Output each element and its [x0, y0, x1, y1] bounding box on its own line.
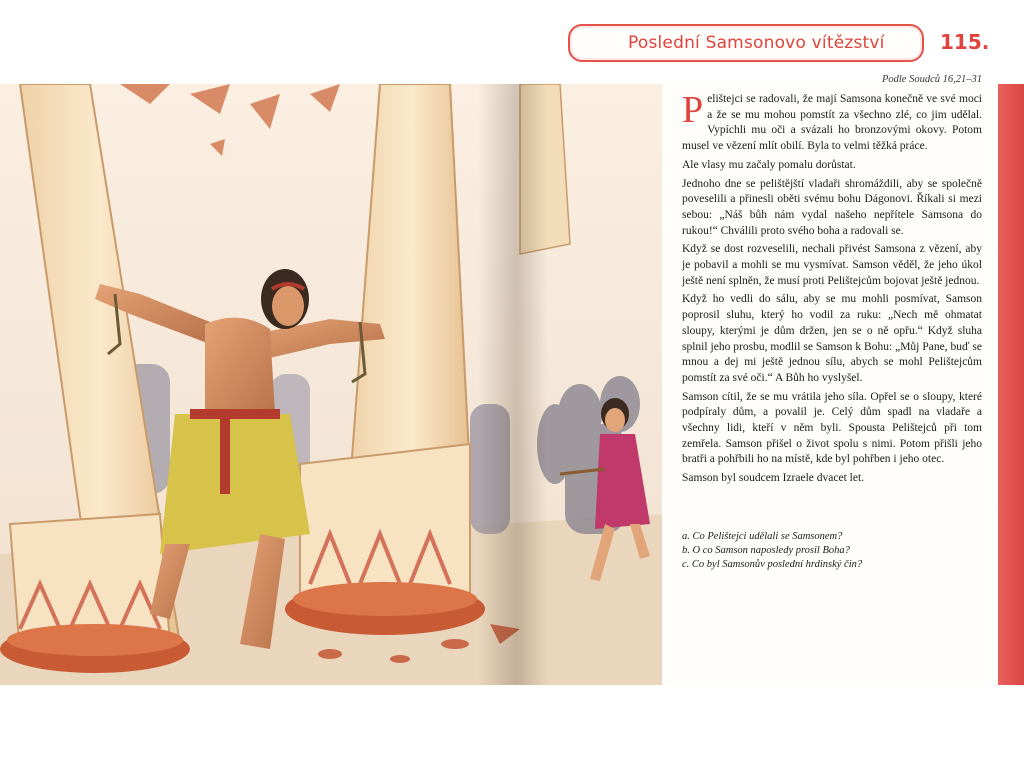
paragraph: Pelištejci se radovali, že mají Samsona konečně ve své moci a že se mu mohou pomstít za všechno zlé, co jim udělal. Vypíchli mu oči a svázali ho bronzovými okovy. Potom musel ve vězení mlít obilí. Byla to velmi těžká práce.	[682, 89, 982, 153]
story-title-banner	[568, 24, 924, 62]
samson-illustration	[0, 84, 662, 685]
paragraph: Když ho vedli do sálu, aby se mu mohli posmívat, Samson poprosil sluhu, který ho vodil za ruku: „Nech mě ohmatat sloupy, kterými je dům držen, jen se o ně opřu.“ Když sluha splnil jeho prosbu, modlil se Samson k Bohu: „Můj Pane, buď se mnou a dej mi ještě jednou sílu, abych se mohl Pelištejcům pomstít za své oči.“ A Bůh ho vyslyšel.	[682, 293, 982, 384]
review-questions	[682, 530, 982, 572]
illustration-artwork	[0, 84, 662, 685]
paragraph: Samson cítil, že se mu vrátila jeho síla. Opřel se o sloupy, které podpíraly dům, a povalil je. Celý dům spadl na vladaře a všechny lidi, kteří v něm byli. Spousta Pelištejců při tom zemřela. Samson přišel o život spolu s nimi. Potom přišli jeho bratři a pohřbili ho na místě, kde byl pohřben i jeho otec.	[682, 390, 982, 466]
gutter-shadow	[478, 84, 548, 685]
source-reference: Podle Soudců 16,21–31	[881, 74, 982, 85]
story-body	[682, 89, 982, 490]
story-title: Poslední Samsonovo vítězství	[628, 33, 885, 53]
question-c: c. Co byl Samsonův poslední hrdinský čin?	[682, 559, 863, 570]
question-a: a. Co Pelištejci udělali se Samsonem?	[682, 531, 843, 542]
question-b: b. O co Samson naposledy prosil Boha?	[682, 545, 850, 556]
paragraph: Ale vlasy mu začaly pomalu dorůstat.	[682, 158, 856, 171]
red-page-edge	[998, 84, 1024, 685]
paragraph: Samson byl soudcem Izraele dvacet let.	[682, 472, 865, 485]
paragraph: Když se dost rozveselili, nechali přivést Samsona z vězení, aby je pobavil a mohli se mu vysmívat. Samson věděl, že jeho úkol ještě není splněn, že musí proti Pelištejcům bojovat ještě jednou.	[682, 243, 982, 287]
paragraph: Jednoho dne se pelištějští vladaři shromáždili, aby se společně poveselili a přinesli oběti svému bohu Dágonovi. Říkali si mezi sebou: „Náš bůh nám vydal našeho nepřítele Samsona do rukou!“ Chválili proto svého boha a radovali se.	[682, 177, 982, 237]
drop-cap: P	[682, 89, 704, 131]
chapter-number: 115.	[940, 30, 990, 54]
